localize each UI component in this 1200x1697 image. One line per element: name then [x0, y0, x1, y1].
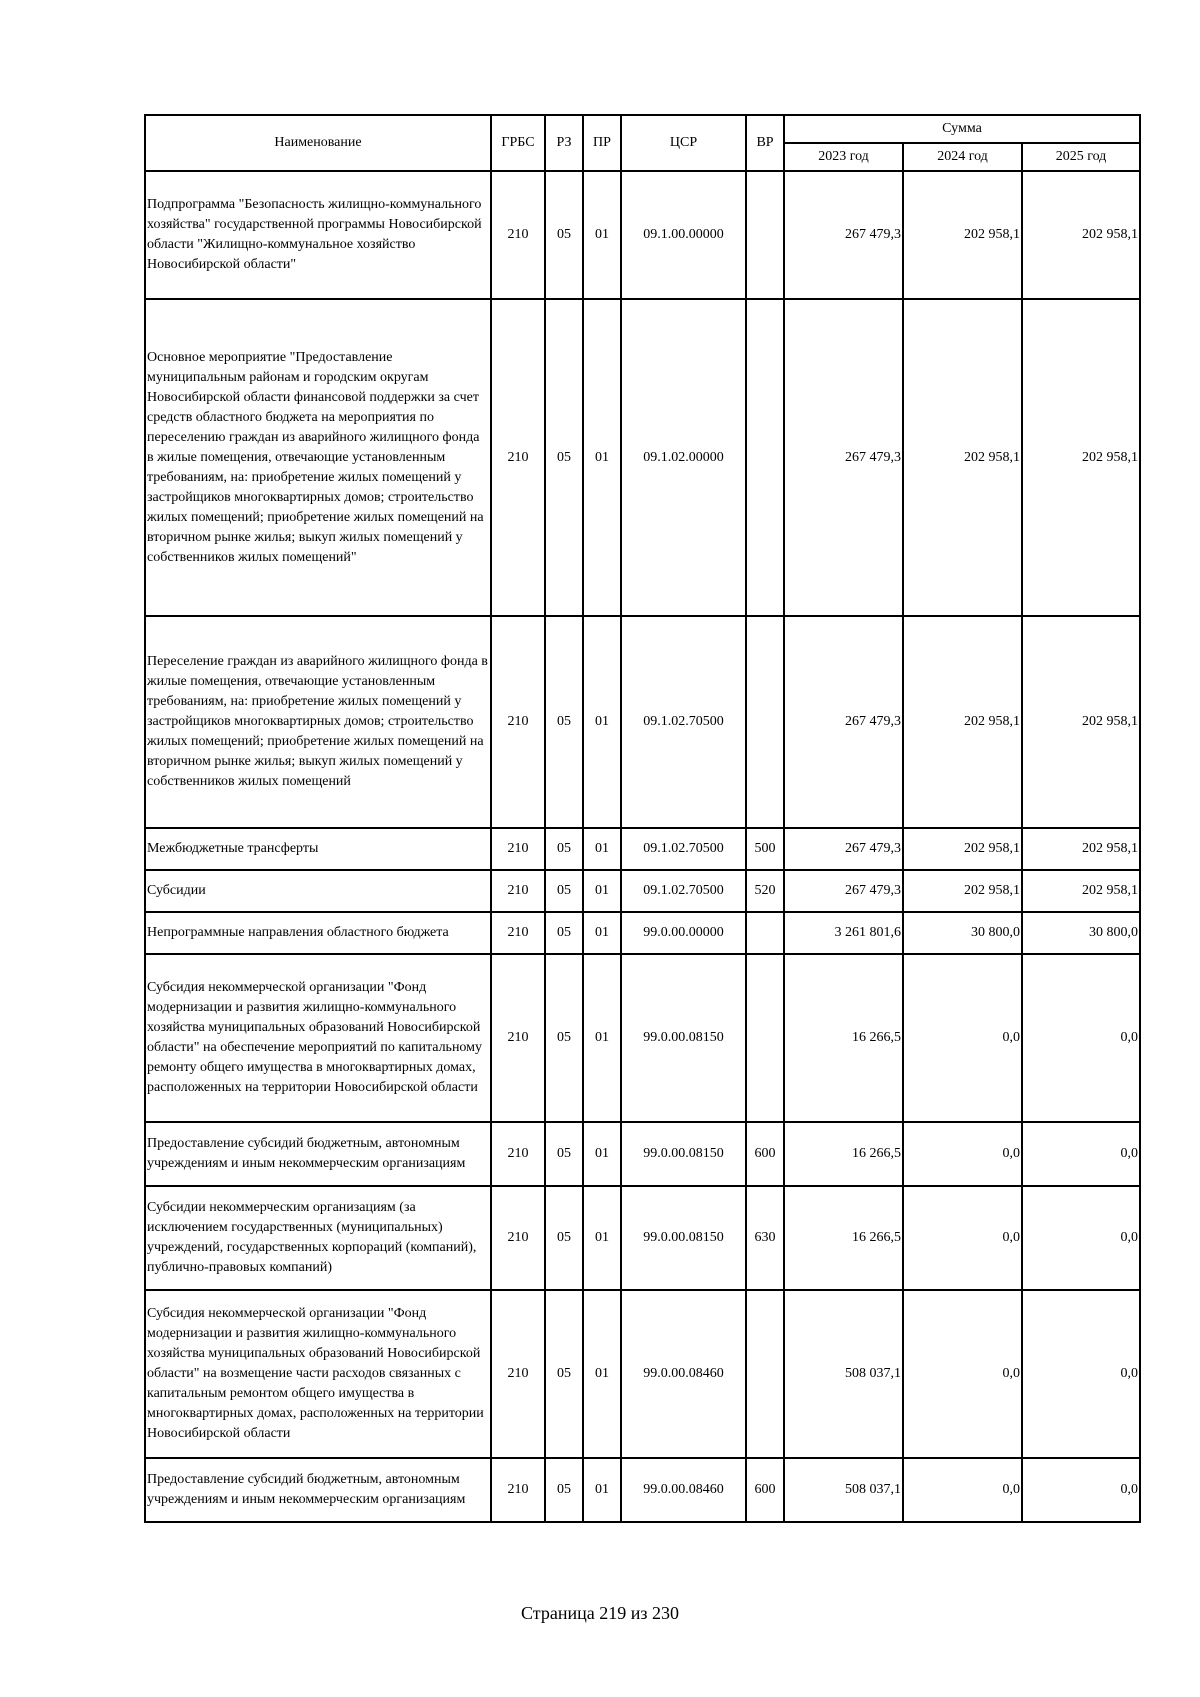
header-sum: Сумма — [784, 115, 1140, 143]
row-rz: 05 — [545, 1290, 583, 1458]
row-sum-2023: 16 266,5 — [784, 1122, 903, 1186]
row-rz: 05 — [545, 171, 583, 299]
row-vr: 630 — [746, 1186, 784, 1290]
row-pr: 01 — [583, 912, 621, 954]
row-sum-2025: 202 958,1 — [1022, 299, 1140, 616]
row-sum-2025: 202 958,1 — [1022, 171, 1140, 299]
row-csr: 09.1.00.00000 — [621, 171, 746, 299]
row-csr: 09.1.02.70500 — [621, 616, 746, 828]
row-sum-2025: 0,0 — [1022, 1122, 1140, 1186]
row-grbs: 210 — [491, 954, 545, 1122]
row-rz: 05 — [545, 1458, 583, 1522]
row-sum-2025: 202 958,1 — [1022, 870, 1140, 912]
row-sum-2025: 0,0 — [1022, 954, 1140, 1122]
table-row — [145, 828, 1140, 870]
row-sum-2023: 508 037,1 — [784, 1458, 903, 1522]
row-pr: 01 — [583, 299, 621, 616]
row-grbs: 210 — [491, 1186, 545, 1290]
row-vr: 500 — [746, 828, 784, 870]
row-name: Непрограммные направления областного бюджета — [145, 912, 491, 954]
row-sum-2023: 267 479,3 — [784, 870, 903, 912]
row-name: Подпрограмма "Безопасность жилищно-коммунального хозяйства" государственной программы Новосибирской области "Жилищно-коммунальное хозяйство Новосибирской области" — [145, 171, 491, 299]
row-csr: 99.0.00.00000 — [621, 912, 746, 954]
row-csr: 99.0.00.08460 — [621, 1458, 746, 1522]
header-2023: 2023 год — [784, 143, 903, 171]
table-body — [145, 171, 1140, 1522]
table-row — [145, 1458, 1140, 1522]
row-sum-2023: 267 479,3 — [784, 616, 903, 828]
row-grbs: 210 — [491, 1458, 545, 1522]
row-rz: 05 — [545, 299, 583, 616]
row-pr: 01 — [583, 1290, 621, 1458]
row-csr: 99.0.00.08460 — [621, 1290, 746, 1458]
row-sum-2024: 202 958,1 — [903, 870, 1022, 912]
row-sum-2024: 202 958,1 — [903, 299, 1022, 616]
row-rz: 05 — [545, 1186, 583, 1290]
row-vr — [746, 1290, 784, 1458]
row-pr: 01 — [583, 171, 621, 299]
row-grbs: 210 — [491, 299, 545, 616]
row-csr: 99.0.00.08150 — [621, 1122, 746, 1186]
row-sum-2025: 202 958,1 — [1022, 616, 1140, 828]
table-row — [145, 299, 1140, 616]
row-sum-2025: 30 800,0 — [1022, 912, 1140, 954]
row-sum-2024: 0,0 — [903, 954, 1022, 1122]
row-pr: 01 — [583, 1458, 621, 1522]
row-sum-2023: 3 261 801,6 — [784, 912, 903, 954]
row-grbs: 210 — [491, 1290, 545, 1458]
table-row — [145, 171, 1140, 299]
row-csr: 09.1.02.70500 — [621, 828, 746, 870]
header-2025: 2025 год — [1022, 143, 1140, 171]
row-rz: 05 — [545, 954, 583, 1122]
row-rz: 05 — [545, 870, 583, 912]
budget-table — [144, 114, 1141, 1523]
row-vr: 520 — [746, 870, 784, 912]
row-rz: 05 — [545, 616, 583, 828]
row-grbs: 210 — [491, 828, 545, 870]
row-name: Предоставление субсидий бюджетным, автономным учреждениям и иным некоммерческим организациям — [145, 1122, 491, 1186]
header-vr: ВР — [746, 115, 784, 171]
row-pr: 01 — [583, 1122, 621, 1186]
row-vr: 600 — [746, 1122, 784, 1186]
header-grbs: ГРБС — [491, 115, 545, 171]
row-vr — [746, 171, 784, 299]
row-vr — [746, 299, 784, 616]
row-rz: 05 — [545, 828, 583, 870]
header-name: Наименование — [145, 115, 491, 171]
row-vr — [746, 912, 784, 954]
row-sum-2024: 0,0 — [903, 1186, 1022, 1290]
row-sum-2024: 30 800,0 — [903, 912, 1022, 954]
header-csr: ЦСР — [621, 115, 746, 171]
table-row — [145, 870, 1140, 912]
row-name: Предоставление субсидий бюджетным, автономным учреждениям и иным некоммерческим организациям — [145, 1458, 491, 1522]
row-pr: 01 — [583, 954, 621, 1122]
row-name: Переселение граждан из аварийного жилищного фонда в жилые помещения, отвечающие установленным требованиям, на: приобретение жилых помещений у застройщиков многоквартирных домов; строительство жилых помещений; приобретение жилых помещений на вторичном рынке жилья; выкуп жилых помещений у собственников жилых помещений — [145, 616, 491, 828]
table-row — [145, 954, 1140, 1122]
header-rz: РЗ — [545, 115, 583, 171]
row-csr: 99.0.00.08150 — [621, 1186, 746, 1290]
row-name: Субсидия некоммерческой организации "Фонд модернизации и развития жилищно-коммунального хозяйства муниципальных образований Новосибирской области" на возмещение части расходов связанных с капитальным ремонтом общего имущества в многоквартирных домах, расположенных на территории Новосибирской области — [145, 1290, 491, 1458]
row-pr: 01 — [583, 870, 621, 912]
table-row — [145, 1186, 1140, 1290]
row-vr: 600 — [746, 1458, 784, 1522]
row-sum-2023: 16 266,5 — [784, 954, 903, 1122]
row-name: Субсидии — [145, 870, 491, 912]
header-pr: ПР — [583, 115, 621, 171]
row-rz: 05 — [545, 912, 583, 954]
row-name: Субсидии некоммерческим организациям (за исключением государственных (муниципальных) учреждений, государственных корпораций (компаний), публично-правовых компаний) — [145, 1186, 491, 1290]
row-sum-2024: 202 958,1 — [903, 616, 1022, 828]
row-csr: 09.1.02.00000 — [621, 299, 746, 616]
row-sum-2025: 0,0 — [1022, 1290, 1140, 1458]
row-name: Межбюджетные трансферты — [145, 828, 491, 870]
row-sum-2024: 202 958,1 — [903, 828, 1022, 870]
row-grbs: 210 — [491, 912, 545, 954]
row-csr: 09.1.02.70500 — [621, 870, 746, 912]
row-grbs: 210 — [491, 870, 545, 912]
row-sum-2023: 267 479,3 — [784, 828, 903, 870]
row-sum-2023: 267 479,3 — [784, 171, 903, 299]
row-rz: 05 — [545, 1122, 583, 1186]
row-pr: 01 — [583, 1186, 621, 1290]
row-csr: 99.0.00.08150 — [621, 954, 746, 1122]
table-header — [145, 115, 1140, 171]
row-grbs: 210 — [491, 171, 545, 299]
row-pr: 01 — [583, 828, 621, 870]
row-sum-2024: 0,0 — [903, 1290, 1022, 1458]
table-row — [145, 1122, 1140, 1186]
table-row — [145, 1290, 1140, 1458]
row-sum-2024: 0,0 — [903, 1122, 1022, 1186]
row-sum-2025: 202 958,1 — [1022, 828, 1140, 870]
row-sum-2025: 0,0 — [1022, 1458, 1140, 1522]
row-pr: 01 — [583, 616, 621, 828]
header-2024: 2024 год — [903, 143, 1022, 171]
table-row — [145, 912, 1140, 954]
row-sum-2024: 0,0 — [903, 1458, 1022, 1522]
row-sum-2023: 508 037,1 — [784, 1290, 903, 1458]
page-number: Страница 219 из 230 — [521, 1603, 679, 1623]
row-sum-2023: 16 266,5 — [784, 1186, 903, 1290]
row-name: Субсидия некоммерческой организации "Фонд модернизации и развития жилищно-коммунального хозяйства муниципальных образований Новосибирской области" на обеспечение мероприятий по капитальному ремонту общего имущества в многоквартирных домах, расположенных на территории Новосибирской области — [145, 954, 491, 1122]
row-sum-2023: 267 479,3 — [784, 299, 903, 616]
row-sum-2025: 0,0 — [1022, 1186, 1140, 1290]
row-vr — [746, 954, 784, 1122]
table-row — [145, 616, 1140, 828]
row-grbs: 210 — [491, 1122, 545, 1186]
row-sum-2024: 202 958,1 — [903, 171, 1022, 299]
row-name: Основное мероприятие "Предоставление муниципальным районам и городским округам Новосибирской области финансовой поддержки за счет средств областного бюджета на мероприятия по переселению граждан из аварийного жилищного фонда в жилые помещения, отвечающие установленным требованиям, на: приобретение жилых помещений у застройщиков многоквартирных домов; строительство жилых помещений; приобретение жилых помещений на вторичном рынке жилья; выкуп жилых помещений у собственников жилых помещений" — [145, 299, 491, 616]
row-grbs: 210 — [491, 616, 545, 828]
row-vr — [746, 616, 784, 828]
